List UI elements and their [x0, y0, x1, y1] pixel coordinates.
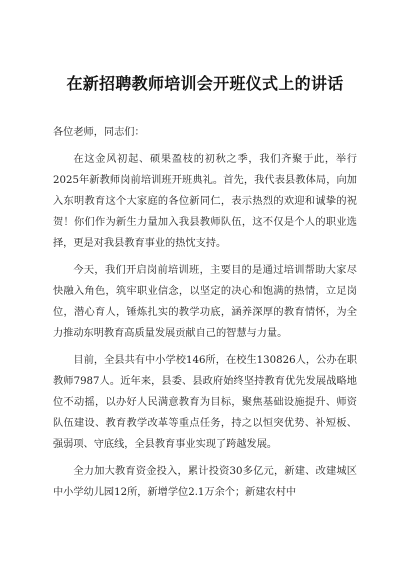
paragraph-2: 今天，我们开启岗前培训班，主要目的是通过培训帮助大家尽快融入角色，筑牢职业信念，以坚定的决心和饱满的热情，立足岗位，潜心育人，锤炼扎实的教学功底，涵养深厚的教育情怀，为全力推动东明教育高质量发展贡献自己的智慧与力量。 [53, 265, 357, 339]
paragraph-1: 在这金风初起、硕果盈枝的初秋之季，我们齐聚于此，举行2025年新教师岗前培训班开班典礼。首先，我代表县教体局，向加入东明教育这个大家庭的各位新同仁，表示热烈的欢迎和诚挚的祝贺！你们作为新生力量加入我县教师队伍，这不仅是个人的职业选择，更是对我县教育事业的热忱支持。 [53, 154, 357, 249]
document-body [53, 122, 357, 509]
paragraph-3: 目前，全县共有中小学校146所，在校生130826人，公办在职教师7987人。近年来，县委、县政府始终坚持教育优先发展战略地位不动摇，以办好人民满意教育为目标，聚焦基础设施提升、师资队伍建设、教育教学改革等重点任务，持之以恒突优势、补短板、强弱项、守底线，全县教育事业实现了跨越发展。 [53, 355, 357, 450]
salutation: 各位老师，同志们： [53, 127, 145, 138]
document-title: 在新招聘教师培训会开班仪式上的讲话 [66, 74, 344, 93]
paragraph-4: 全力加大教育资金投入，累计投资30多亿元，新建、改建城区中小学幼儿园12所，新增学位2.1万余个；新建农村中 [53, 466, 357, 498]
